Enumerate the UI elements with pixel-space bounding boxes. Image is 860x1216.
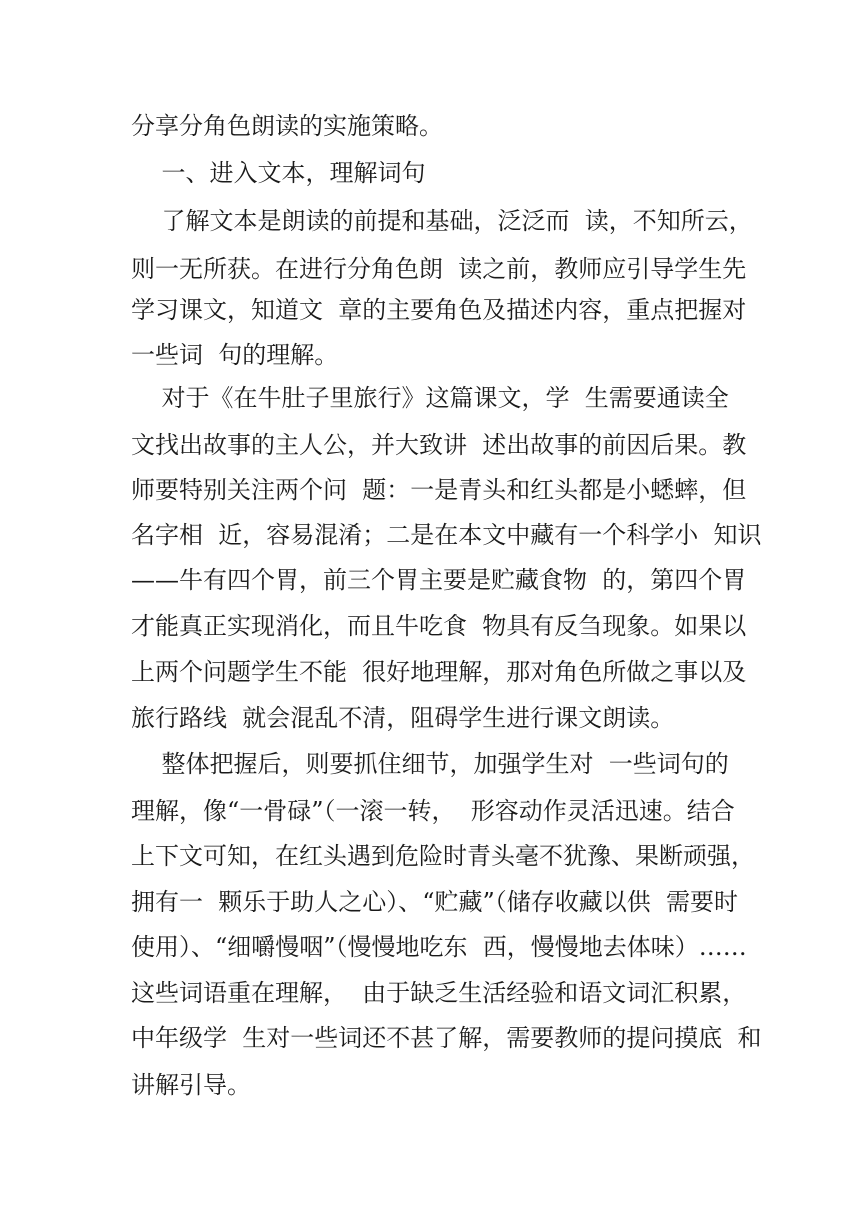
text-line: 上两个问题学生不能 很好地理解，那对角色所做之事以及 [131,658,747,686]
text-line: 了解文本是朗读的前提和基础，泛泛而 读，不知所云， [131,207,753,235]
text-line: 才能真正实现消化，而且牛吃食 物具有反刍现象。如果以 [131,612,747,640]
text-line: 使用）、“细嚼慢咽”（慢慢地吃东 西，慢慢地去体味）…… [131,933,747,961]
text-line: 则一无所获。在进行分角色朗 读之前，教师应引导学生先 [131,255,747,283]
text-line: 分享分角色朗读的实施策略。 [131,112,443,140]
text-line: 一些词 句的理解。 [131,341,339,369]
text-line: 这些词语重在理解， 由于缺乏生活经验和语文词汇积累， [131,979,747,1007]
text-line: 名字相 近，容易混淆；二是在本文中藏有一个科学小 知识 [131,521,762,549]
text-line: 拥有一 颗乐于助人之心）、“贮藏”（储存收藏以供 需要时 [131,888,739,916]
text-line: 师要特别关注两个问 题：一是青头和红头都是小蟋蟀，但 [131,476,747,504]
text-line: 旅行路线 就会混乱不清，阻碍学生进行课文朗读。 [131,704,675,732]
text-line: ——牛有四个胃，前三个胃主要是贮藏食物 的，第四个胃 [131,566,747,594]
text-line: 理解，像“一骨碌”（一滚一转， 形容动作灵活迅速。结合 [131,797,735,825]
text-line: 学习课文，知道文 章的主要角色及描述内容，重点把握对 [131,296,747,324]
text-line: 上下文可知，在红头遇到危险时青头毫不犹豫、果断顽强， [131,842,755,870]
section-heading: 一、进入文本，理解词句 [131,159,426,187]
text-line: 讲解引导。 [131,1071,251,1099]
text-line: 中年级学 生对一些词还不甚了解，需要教师的提问摸底 和 [131,1024,762,1052]
text-line: 整体把握后，则要抓住细节，加强学生对 一些词句的 [131,750,729,778]
text-line: 对于《在牛肚子里旅行》这篇课文，学 生需要通读全 [131,384,729,412]
text-line: 文找出故事的主人公，并大致讲 述出故事的前因后果。教 [131,431,747,459]
